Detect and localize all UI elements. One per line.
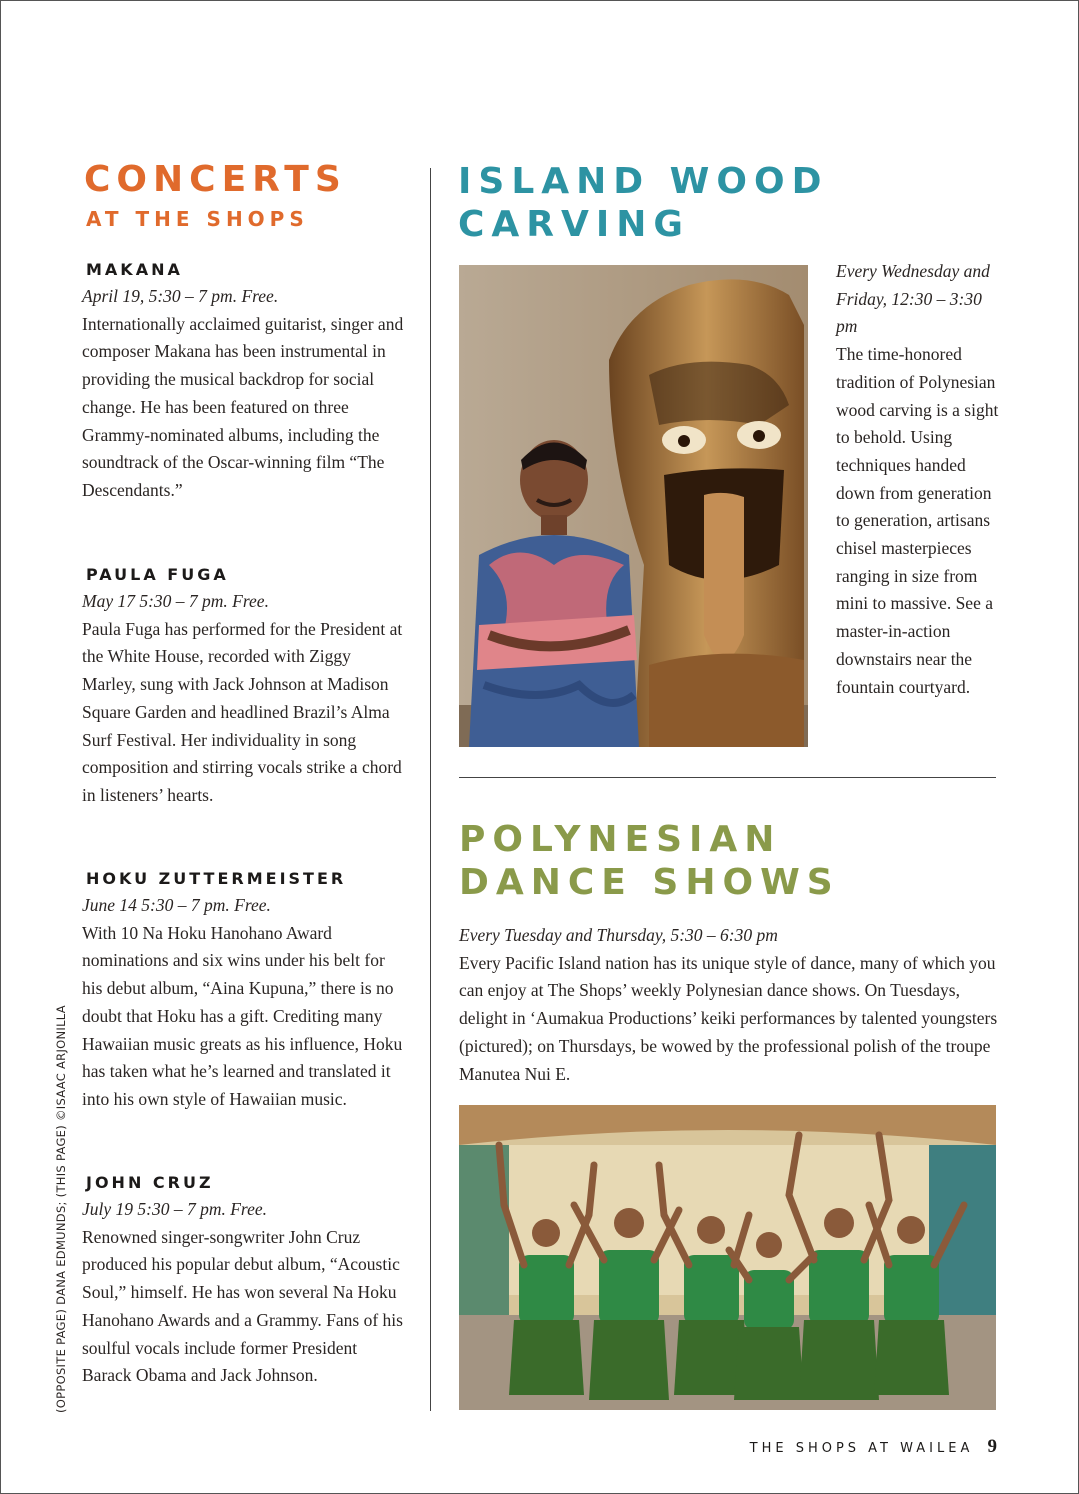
page-footer xyxy=(750,1436,997,1458)
column-divider xyxy=(430,168,431,1411)
concerts-subtitle: AT THE SHOPS xyxy=(86,207,309,231)
concert-paula-fuga xyxy=(82,562,407,810)
dance-shows-title-line1: POLYNESIAN xyxy=(459,819,782,860)
wood-carving-photo xyxy=(459,265,808,747)
wood-carving-info xyxy=(836,258,1006,701)
concert-name: PAULA FUGA xyxy=(86,565,229,584)
concert-description: Internationally acclaimed guitarist, singer and composer Makana has been instrumental in providing the musical backdrop for social change. He has been featured on three Grammy-nominated albums, including the soundtrack of the Oscar-winning film “The Descendants.” xyxy=(82,313,404,500)
dance-shows-photo xyxy=(459,1105,996,1410)
concert-description: Renowned singer-songwriter John Cruz produced his popular debut album, “Acoustic Soul,” himself. He has won several Na Hoku Hanohano Awards and a Grammy. Fans of his soulful vocals include former President Barack Obama and Jack Johnson. xyxy=(82,1226,403,1386)
concerts-title: CONCERTS xyxy=(84,159,347,200)
wood-carving-title-line2: CARVING xyxy=(458,204,690,245)
concert-name: MAKANA xyxy=(86,260,183,279)
dance-shows-title xyxy=(459,818,840,904)
concert-date: April 19, 5:30 – 7 pm. Free. xyxy=(82,286,279,306)
wood-carving-schedule: Every Wednesday and Friday, 12:30 – 3:30 pm xyxy=(836,261,990,337)
carver-with-tiki-illustration xyxy=(459,265,808,747)
section-divider xyxy=(459,777,996,778)
concert-john-cruz xyxy=(82,1170,407,1390)
wood-carving-title-line1: ISLAND WOOD xyxy=(458,161,829,202)
publication-name: THE SHOPS AT WAILEA xyxy=(749,1441,974,1456)
keiki-dancers-illustration xyxy=(459,1105,996,1410)
concert-date: May 17 5:30 – 7 pm. Free. xyxy=(82,591,269,611)
dance-shows-info xyxy=(459,922,1004,1088)
concert-date: July 19 5:30 – 7 pm. Free. xyxy=(82,1199,267,1219)
photo-credit: (OPPOSITE PAGE) DANA EDMUNDS; (THIS PAGE) ©ISAAC ARJONILLA xyxy=(54,1005,68,1413)
concert-name: HOKU ZUTTERMEISTER xyxy=(86,869,347,888)
concert-makana xyxy=(82,257,407,505)
wood-carving-description: The time-honored tradition of Polynesian wood carving is a sight to behold. Using techniques handed down from generation to generation, artisans chisel masterpieces ranging in size from mini to massive. See a master-in-action downstairs near the fountain courtyard. xyxy=(836,344,999,697)
concert-date: June 14 5:30 – 7 pm. Free. xyxy=(82,895,271,915)
page-number: 9 xyxy=(987,1436,997,1457)
concert-hoku-zuttermeister xyxy=(82,866,407,1114)
concert-description: With 10 Na Hoku Hanohano Award nominations and six wins under his belt for his debut album, “Aina Kupuna,” there is no doubt that Hoku has a gift. Crediting many Hawaiian music greats as his influence, Hoku has taken what he’s learned and translated it into his own style of Hawaiian music. xyxy=(82,922,403,1109)
dance-shows-schedule: Every Tuesday and Thursday, 5:30 – 6:30 pm xyxy=(459,925,778,945)
wood-carving-title xyxy=(458,160,828,246)
dance-shows-description: Every Pacific Island nation has its unique style of dance, many of which you can enjoy at The Shops’ weekly Polynesian dance shows. On Tuesdays, delight in ‘Aumakua Productions’ keiki performances by talented youngsters (pictured); on Thursdays, be wowed by the professional polish of the troupe Manutea Nui E. xyxy=(459,952,998,1084)
dance-shows-title-line2: DANCE SHOWS xyxy=(459,862,840,903)
concert-description: Paula Fuga has performed for the President at the White House, recorded with Ziggy Marley, sung with Jack Johnson at Madison Square Garden and headlined Brazil’s Alma Surf Festival. Her individuality in song composition and stirring vocals strike a chord in listeners’ hearts. xyxy=(82,618,403,805)
concert-name: JOHN CRUZ xyxy=(86,1173,214,1192)
